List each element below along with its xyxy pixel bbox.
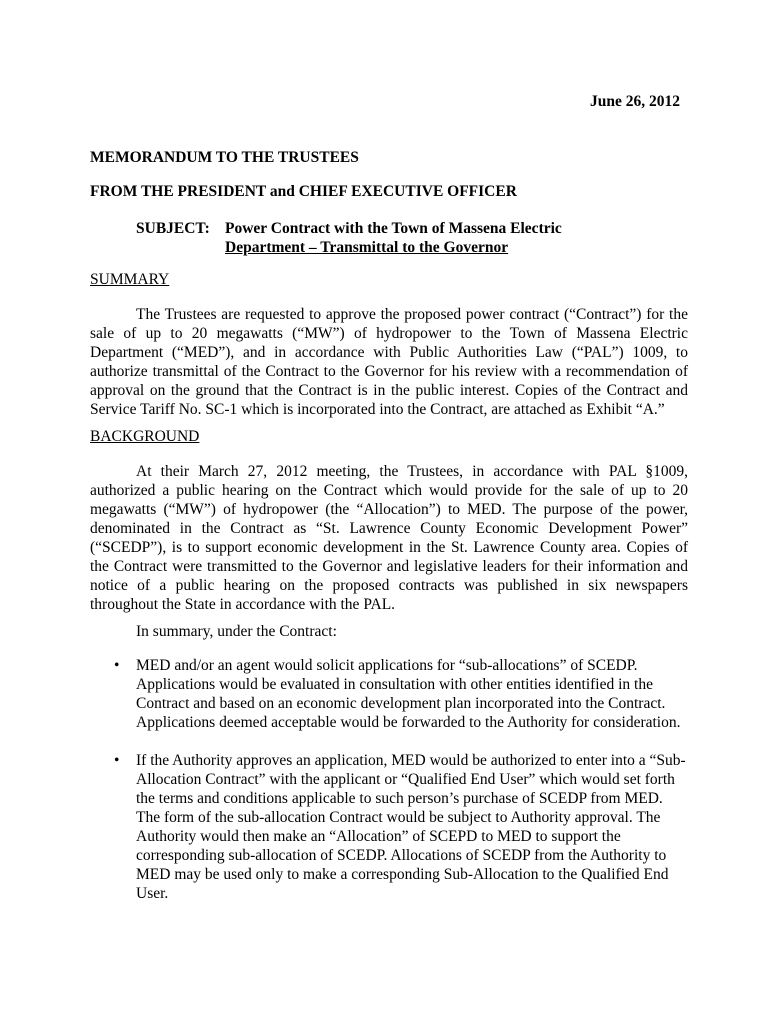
background-paragraph: At their March 27, 2012 meeting, the Trustees, in accordance with PAL §1009, authorized a public hearing on the Contract which would provide for the sale of up to 20 megawatts (“MW”) of hydropower (the “Allocation”) to MED. The purpose of the power, denominated in the Contract as “St. Lawrence County Economic Development Power” (“SCEDP”), is to support economic development in the St. Lawrence County area. Copies of the Contract were transmitted to the Governor and legislative leaders for their information and notice of a public hearing on the proposed contracts was published in six newspapers throughout the State in accordance with the PAL. [90, 463, 688, 613]
in-summary-intro: In summary, under the Contract: [136, 623, 337, 640]
memo-from-line: FROM THE PRESIDENT and CHIEF EXECUTIVE OFFICER [90, 183, 517, 200]
memo-date: June 26, 2012 [590, 93, 680, 110]
list-item [90, 656, 688, 732]
contract-terms-list [90, 656, 688, 922]
background-heading: BACKGROUND [90, 428, 200, 445]
subject-label: SUBJECT: [136, 220, 210, 237]
summary-heading: SUMMARY [90, 271, 170, 288]
subject-line-1: Power Contract with the Town of Massena Electric [225, 220, 562, 237]
memo-title: MEMORANDUM TO THE TRUSTEES [90, 149, 359, 166]
list-item [90, 751, 688, 903]
summary-paragraph: The Trustees are requested to approve the proposed power contract (“Contract”) for the sale of up to 20 megawatts (“MW”) of hydropower to the Town of Massena Electric Department (“MED”), and in accordance with Public Authorities Law (“PAL”) 1009, to authorize transmittal of the Contract to the Governor for his review with a recommendation of approval on the ground that the Contract is in the public interest. Copies of the Contract and Service Tariff No. SC-1 which is incorporated into the Contract, are attached as Exhibit “A.” [90, 306, 688, 418]
bullet-icon: • [114, 657, 120, 674]
list-item-text: If the Authority approves an application, MED would be authorized to enter into a “Sub-Allocation Contract” with the applicant or “Qualified End User” which would set forth the terms and conditions applicable to such person’s purchase of SCEDP from MED. The form of the sub-allocation Contract would be subject to Authority approval. The Authority would then make an “Allocation” of SCEPD to MED to support the corresponding sub-allocation of SCEDP. Allocations of SCEDP from the Authority to MED may be used only to make a corresponding Sub-Allocation to the Qualified End User. [136, 752, 686, 902]
subject-text [225, 219, 562, 257]
subject-line-2: Department – Transmittal to the Governor [225, 239, 509, 256]
list-item-text: MED and/or an agent would solicit applications for “sub-allocations” of SCEDP. Applications would be evaluated in consultation with other entities identified in the Contract and based on an economic development plan incorporated into the Contract. Applications deemed acceptable would be forwarded to the Authority for consideration. [136, 657, 681, 731]
bullet-icon: • [114, 752, 120, 769]
